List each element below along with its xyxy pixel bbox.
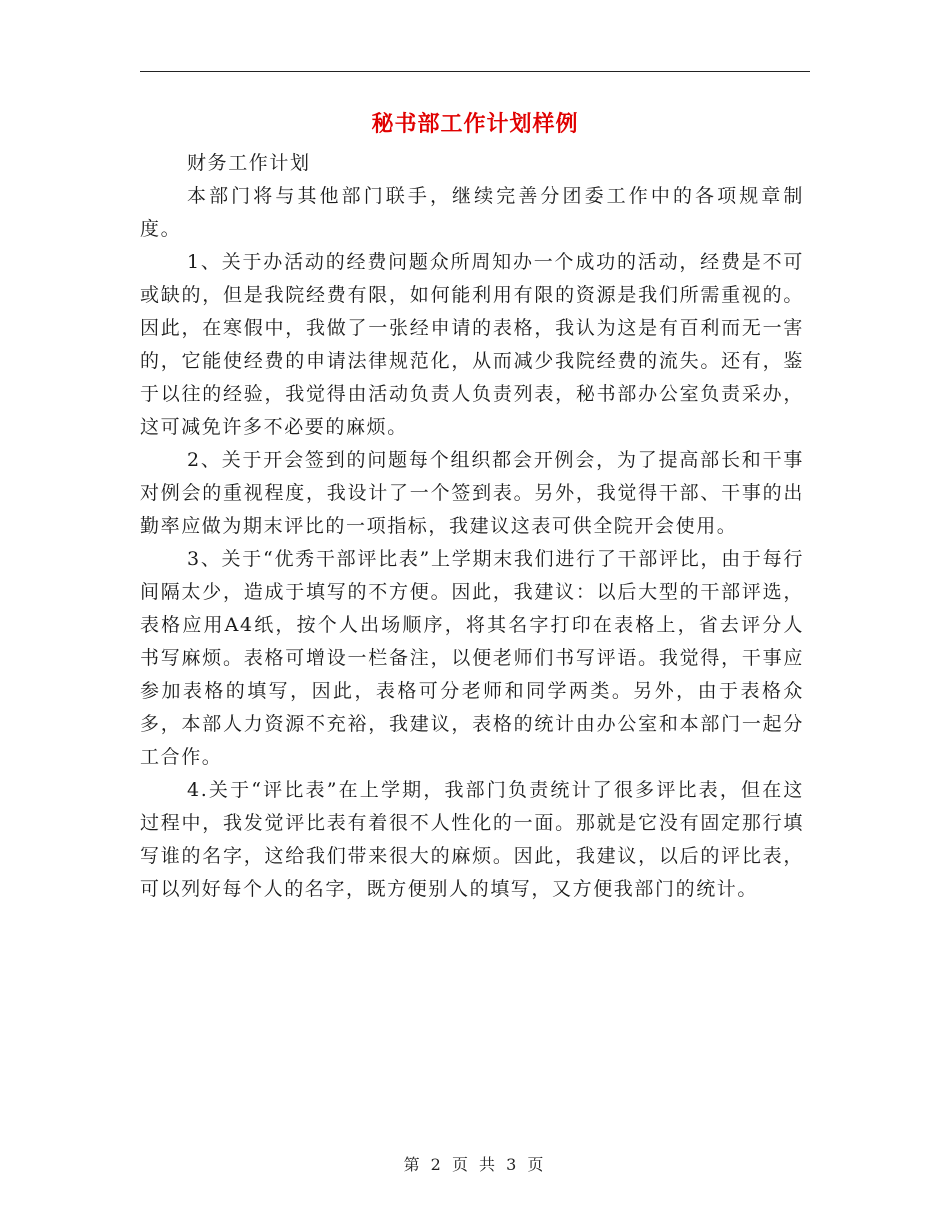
document-body bbox=[140, 147, 804, 906]
paragraph-intro: 本部门将与其他部门联手，继续完善分团委工作中的各项规章制度。 bbox=[140, 185, 804, 240]
paragraph-item-4: 4.关于“评比表”在上学期，我部门负责统计了很多评比表，但在这过程中，我发觉评比表有着很不人性化的一面。那就是它没有固定那行填写谁的名字，这给我们带来很大的麻烦。因此，我建议，以后的评比表，可以列好每个人的名字，既方便别人的填写，又方便我部门的统计。 bbox=[140, 779, 804, 900]
header-rule bbox=[140, 71, 810, 72]
document-title: 秘书部工作计划样例 bbox=[371, 111, 579, 137]
paragraph-item-1: 1、关于办活动的经费问题众所周知办一个成功的活动，经费是不可或缺的，但是我院经费有限，如何能利用有限的资源是我们所需重视的。因此，在寒假中，我做了一张经申请的表格，我认为这是有百利而无一害的，它能使经费的申请法律规范化，从而减少我院经费的流失。还有，鉴于以往的经验，我觉得由活动负责人负责列表，秘书部办公室负责采办，这可减免许多不必要的麻烦。 bbox=[140, 251, 804, 438]
paragraph-item-3: 3、关于“优秀干部评比表”上学期末我们进行了干部评比，由于每行间隔太少，造成于填写的不方便。因此，我建议：以后大型的干部评选，表格应用A4纸，按个人出场顺序，将其名字打印在表格上，省去评分人书写麻烦。表格可增设一栏备注，以便老师们书写评语。我觉得，干事应参加表格的填写，因此，表格可分老师和同学两类。另外，由于表格众多，本部人力资源不充裕，我建议，表格的统计由办公室和本部门一起分工合作。 bbox=[140, 548, 804, 768]
page-number: 第 2 页 共 3 页 bbox=[403, 1155, 547, 1174]
paragraph-item-2: 2、关于开会签到的问题每个组织都会开例会，为了提高部长和干事对例会的重视程度，我设计了一个签到表。另外，我觉得干部、干事的出勤率应做为期末评比的一项指标，我建议这表可供全院开会使用。 bbox=[140, 449, 804, 537]
paragraph-section-heading: 财务工作计划 bbox=[187, 152, 311, 174]
